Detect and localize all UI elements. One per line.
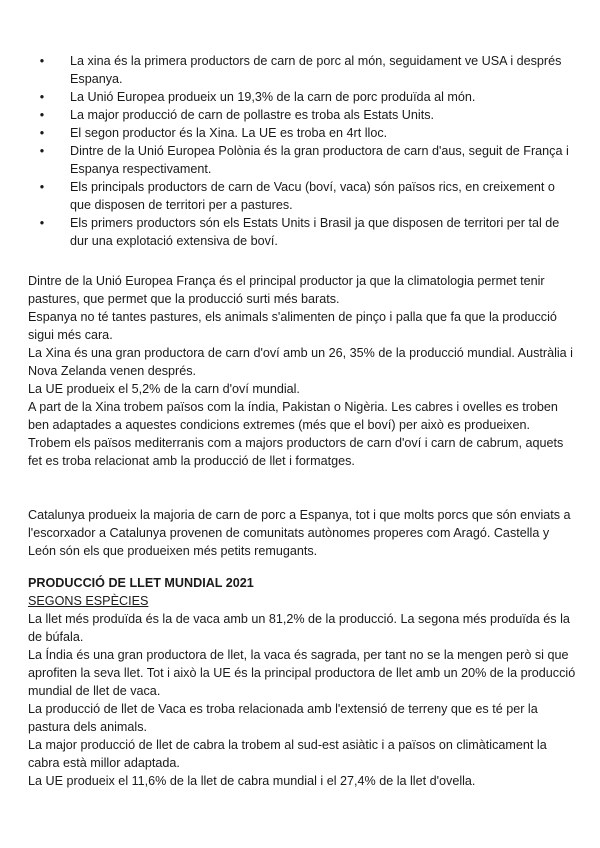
paragraph: La UE produeix el 5,2% de la carn d'oví mundial.: [28, 382, 300, 396]
bullet-icon: •: [39, 126, 45, 140]
catalunya-paragraph-block: [28, 506, 576, 560]
paragraph: La producció de llet de Vaca es troba relacionada amb l'extensió de terreny que es té per la pastura dels animals.: [28, 702, 538, 734]
main-paragraphs: [28, 272, 576, 470]
list-item-text: La Unió Europea produeix un 19,3% de la carn de porc produïda al món.: [70, 90, 476, 104]
paragraph: Espanya no té tantes pastures, els animals s'alimenten de pinço i palla que fa que la producció sigui més cara.: [28, 310, 557, 342]
paragraph: La Índia és una gran productora de llet, la vaca és sagrada, per tant no se la mengen però si que aprofiten la seva llet. Tot i això la UE és la principal productora de llet amb un 20% de la producció mundial de llet de vaca.: [28, 648, 576, 698]
section-subheading: SEGONS ESPÈCIES: [28, 594, 149, 608]
list-item-text: Dintre de la Unió Europea Polònia és la gran productora de carn d'aus, seguit de França i Espanya respectivament.: [70, 144, 569, 176]
list-item: [0, 124, 600, 142]
paragraph: Trobem els països mediterranis com a majors productors de carn d'oví i carn de cabrum, aquets fet es troba relacionat amb la producció de llet i formatges.: [28, 436, 564, 468]
paragraph: Catalunya produeix la majoria de carn de porc a Espanya, tot i que molts porcs que són enviats a l'escorxador a Catalunya provenen de comunitats autònomes properes com Aragó. Castella y León són els que produeixen més petits remugants.: [28, 508, 571, 558]
llet-section: [28, 574, 576, 790]
list-item: [0, 142, 600, 178]
bullet-icon: •: [39, 216, 45, 230]
paragraph: La Xina és una gran productora de carn d'oví amb un 26, 35% de la producció mundial. Austràlia i Nova Zelanda venen després.: [28, 346, 573, 378]
list-item-text: La xina és la primera productors de carn de porc al món, seguidament ve USA i després Espanya.: [70, 54, 562, 86]
list-item: [0, 106, 600, 124]
list-item-text: El segon productor és la Xina. La UE es troba en 4rt lloc.: [70, 126, 388, 140]
paragraph: La llet més produïda és la de vaca amb un 81,2% de la producció. La segona més produïda és la de búfala.: [28, 612, 570, 644]
bullet-icon: •: [39, 108, 45, 122]
bullet-icon: •: [39, 90, 45, 104]
list-item-text: Els primers productors són els Estats Units i Brasil ja que disposen de territori per tal de dur una explotació extensiva de boví.: [70, 216, 560, 248]
bullet-icon: •: [39, 180, 45, 194]
list-item-text: La major producció de carn de pollastre es troba als Estats Units.: [70, 108, 435, 122]
list-item: [0, 214, 600, 250]
list-item: [0, 52, 600, 88]
list-item-text: Els principals productors de carn de Vacu (boví, vaca) són països rics, en creixement o que disposen de territori per a pastures.: [70, 180, 555, 212]
section-heading: PRODUCCIÓ DE LLET MUNDIAL 2021: [28, 576, 254, 590]
paragraph: La UE produeix el 11,6% de la llet de cabra mundial i el 27,4% de la llet d'ovella.: [28, 774, 476, 788]
paragraph: Dintre de la Unió Europea França és el principal productor ja que la climatologia permet tenir pastures, que permet que la producció surti més barats.: [28, 274, 545, 306]
list-item: [0, 178, 600, 214]
paragraph: La major producció de llet de cabra la trobem al sud-est asiàtic i a països on climàticament la cabra està millor adaptada.: [28, 738, 547, 770]
paragraph: A part de la Xina trobem països com la índia, Pakistan o Nigèria. Les cabres i ovelles es troben ben adaptades a aquestes condicions extremes (més que el boví) per això es produeixen.: [28, 400, 558, 432]
bullet-icon: •: [39, 54, 45, 68]
list-item: [0, 88, 600, 106]
bullet-list: [0, 52, 600, 250]
bullet-icon: •: [39, 144, 45, 158]
